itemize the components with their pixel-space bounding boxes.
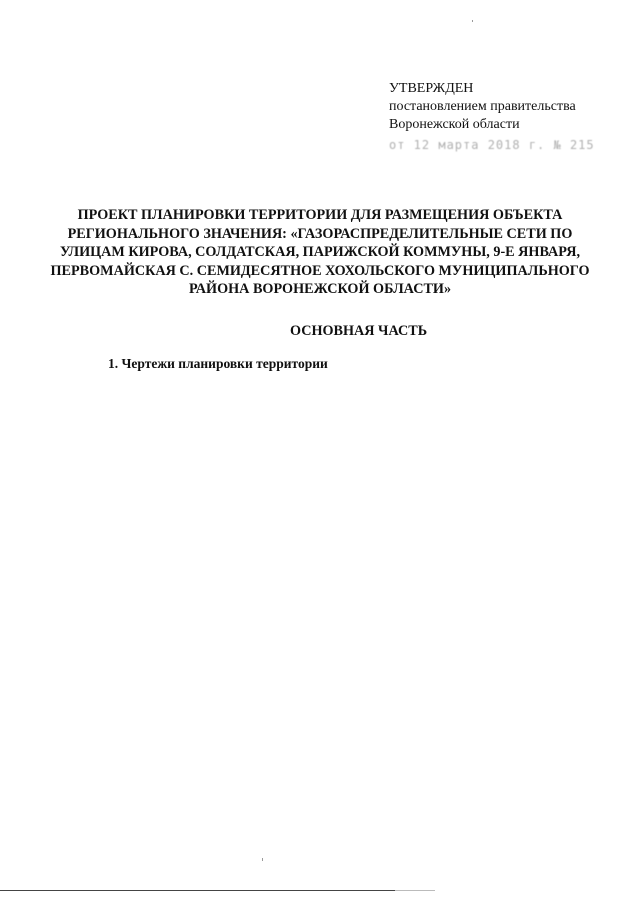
approval-heading: УТВЕРЖДЕН — [389, 81, 474, 96]
scan-edge-line — [395, 890, 435, 891]
scan-edge-line — [0, 890, 395, 891]
approval-region: Воронежской области — [389, 117, 520, 132]
scan-speck — [262, 858, 263, 861]
title-line: УЛИЦАМ КИРОВА, СОЛДАТСКАЯ, ПАРИЖСКОЙ КОММУНЫ, 9-Е ЯНВАРЯ, — [59, 244, 581, 260]
title-line: РЕГИОНАЛЬНОГО ЗНАЧЕНИЯ: «ГАЗОРАСПРЕДЕЛИТЕЛЬНЫЕ СЕТИ ПО — [67, 225, 573, 242]
approval-resolution: постановлением правительства — [389, 99, 576, 114]
section-list-item: 1. Чертежи планировки территории — [108, 356, 328, 371]
title-line: РАЙОНА ВОРОНЕЖСКОЙ ОБЛАСТИ» — [188, 281, 452, 297]
title-line: ПРОЕКТ ПЛАНИРОВКИ ТЕРРИТОРИИ ДЛЯ РАЗМЕЩЕНИЯ ОБЪЕКТА — [77, 207, 563, 223]
document-title — [20, 206, 620, 299]
section-heading: ОСНОВНАЯ ЧАСТЬ — [290, 323, 428, 339]
approval-block — [389, 80, 629, 154]
approval-date-number: от 12 марта 2018 г. № 215 — [389, 138, 595, 152]
scan-speck — [472, 20, 473, 22]
title-line: ПЕРВОМАЙСКАЯ С. СЕМИДЕСЯТНОЕ ХОХОЛЬСКОГО МУНИЦИПАЛЬНОГО — [50, 262, 590, 279]
